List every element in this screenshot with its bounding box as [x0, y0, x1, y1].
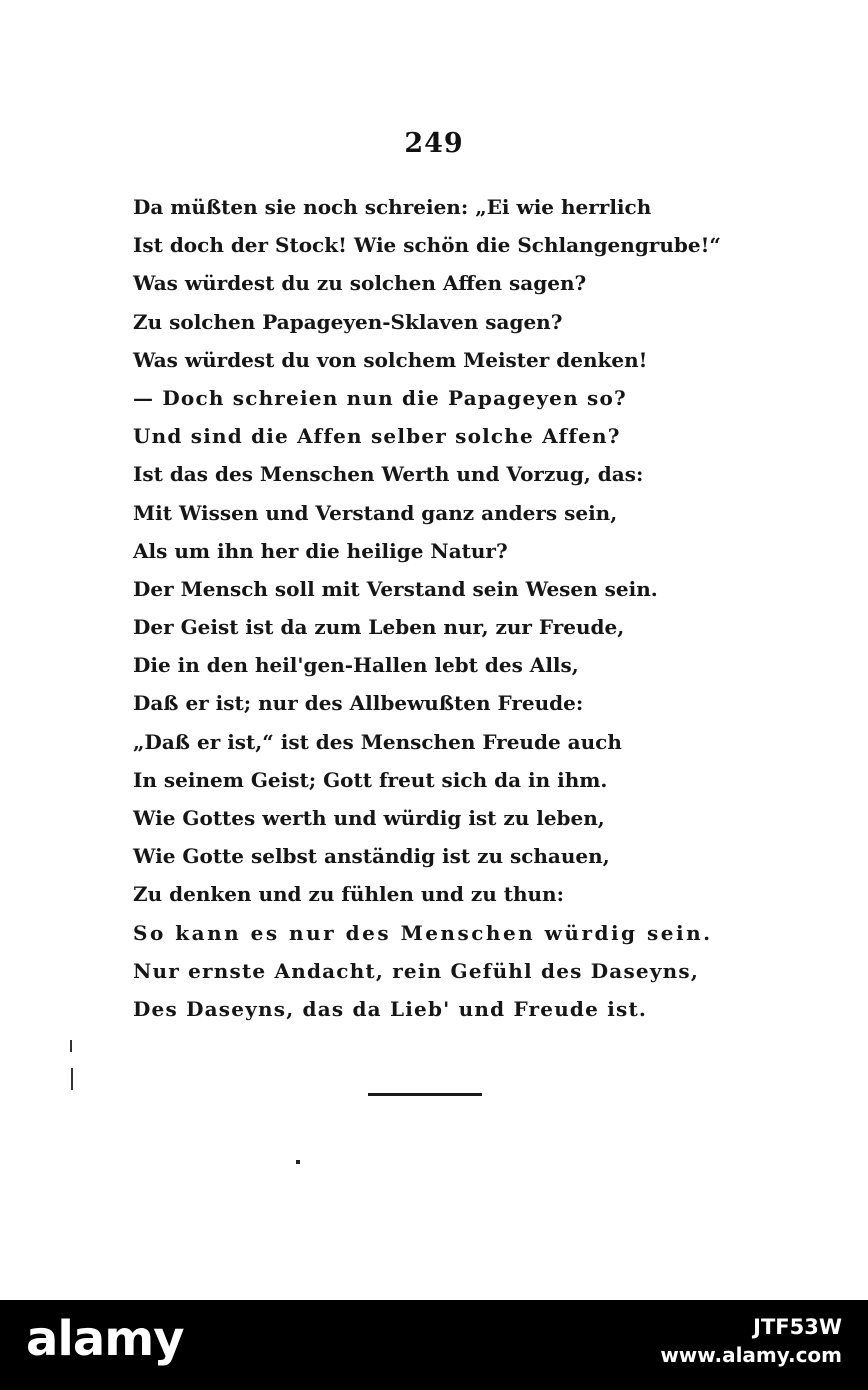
image-id: JTF53W	[753, 1315, 842, 1339]
poem-line: Was würdest du zu solchen Affen sagen?	[133, 271, 587, 296]
poem-line: Der Geist ist da zum Leben nur, zur Freude,	[133, 615, 625, 640]
poem-line: Und sind die Affen selber solche Affen?	[133, 424, 621, 449]
poem-line: Da müßten sie noch schreien: „Ei wie herrlich	[133, 195, 652, 219]
poem-line: Zu denken und zu fühlen und zu thun:	[133, 882, 564, 907]
alamy-logo: alamy	[26, 1311, 184, 1367]
poem-line: Ist das des Menschen Werth und Vorzug, das:	[133, 462, 644, 487]
poem-line: Was würdest du von solchem Meister denken!	[133, 347, 648, 372]
poem-line: — Doch schreien nun die Papageyen so?	[133, 385, 627, 410]
poem-line: „Daß er ist,“ ist des Menschen Freude auch	[133, 729, 622, 754]
watermark-banner	[0, 1300, 868, 1390]
poem-line: Mit Wissen und Verstand ganz anders sein,	[133, 500, 618, 525]
poem-text	[133, 188, 721, 1028]
poem-line: In seinem Geist; Gott freut sich da in ihm.	[133, 767, 608, 792]
end-rule	[368, 1093, 482, 1096]
poem-line: Daß er ist; nur des Allbewußten Freude:	[133, 691, 584, 716]
site-url: www.alamy.com	[660, 1343, 842, 1367]
margin-mark	[70, 1040, 72, 1052]
print-speck	[296, 1160, 300, 1164]
poem-line: Des Daseyns, das da Lieb' und Freude ist.	[133, 996, 648, 1021]
poem-line: Wie Gotte selbst anständig ist zu schauen,	[133, 844, 610, 869]
poem-line: Als um ihn her die heilige Natur?	[133, 538, 508, 563]
poem-line: So kann es nur des Menschen würdig sein.	[133, 920, 713, 945]
margin-mark	[71, 1068, 73, 1090]
poem-line: Ist doch der Stock! Wie schön die Schlangengrube!“	[133, 233, 721, 258]
poem-line: Der Mensch soll mit Verstand sein Wesen sein.	[133, 576, 658, 601]
page-number: 249	[404, 128, 464, 159]
poem-line: Wie Gottes werth und würdig ist zu leben,	[133, 806, 605, 830]
poem-line: Nur ernste Andacht, rein Gefühl des Daseyns,	[133, 958, 700, 983]
poem-line: Zu solchen Papageyen-Sklaven sagen?	[133, 309, 563, 334]
poem-line: Die in den heil'gen-Hallen lebt des Alls,	[133, 653, 579, 678]
